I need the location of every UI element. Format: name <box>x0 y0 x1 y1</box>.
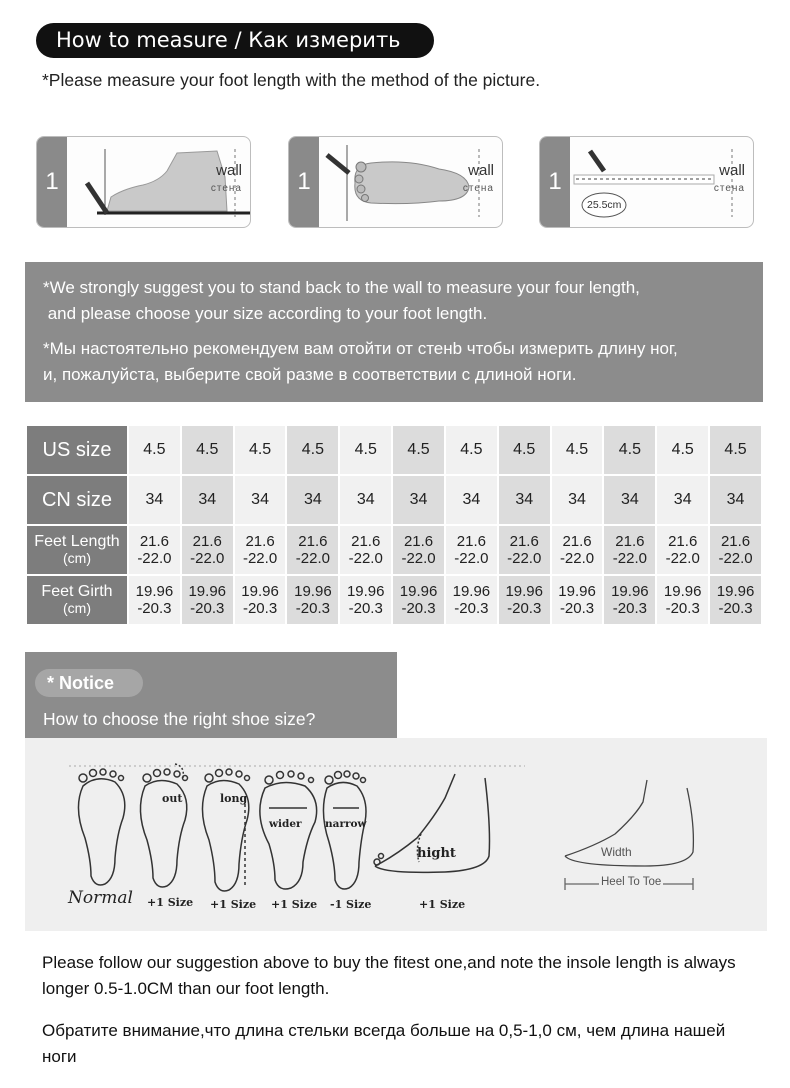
out-label: out <box>162 792 183 805</box>
cell-value-top: 19.96 <box>716 583 755 600</box>
table-cell <box>392 575 445 625</box>
table-cell: 4.5 <box>445 425 498 475</box>
cell-value-bottom: -22.0 <box>454 550 489 567</box>
size-label-narrow: -1 Size <box>330 898 372 911</box>
wall-label-ru: стена <box>713 183 745 194</box>
wall-label: wall <box>468 162 494 179</box>
table-cell: 4.5 <box>709 425 762 475</box>
step-number: 1 <box>540 137 570 227</box>
suggestion-en-line2: and please choose your size according to your foot length. <box>43 304 488 323</box>
footer-note-ru: Обратите внимание,что длина стельки всегда больше на 0,5-1,0 см, чем длина нашей ноги <box>42 1021 726 1066</box>
table-cell: 34 <box>551 475 604 525</box>
table-cell <box>392 525 445 575</box>
wall-label: wall <box>216 162 242 179</box>
table-cell: 34 <box>656 475 709 525</box>
cell-value-bottom: -22.0 <box>665 550 700 567</box>
table-cell <box>656 575 709 625</box>
cell-value-bottom: -22.0 <box>612 550 647 567</box>
long-label: long <box>220 792 248 805</box>
cell-value-bottom: -22.0 <box>507 550 542 567</box>
cell-value-bottom: -22.0 <box>242 550 278 567</box>
row-header <box>26 575 128 625</box>
long-foot-icon <box>202 769 249 891</box>
step-card-top-view <box>288 136 503 228</box>
table-cell: 4.5 <box>286 425 339 475</box>
cell-value-bottom: -22.0 <box>718 550 753 567</box>
table-cell <box>181 525 234 575</box>
cell-value-bottom: -20.3 <box>665 600 700 617</box>
table-cell: 4.5 <box>656 425 709 475</box>
cell-value-top: 19.96 <box>241 583 279 600</box>
table-cell <box>339 575 392 625</box>
footer-note-en: Please follow our suggestion above to buy the fitest one,and note the insole length is always longer 0.5-1.0CM than our foot length. <box>42 953 736 998</box>
table-cell: 34 <box>498 475 551 525</box>
cell-value-bottom: -20.3 <box>454 600 489 617</box>
row-header-label: Feet Girth <box>41 583 113 600</box>
table-cell <box>234 575 287 625</box>
normal-label: Normal <box>68 888 133 908</box>
cell-value-top: 19.96 <box>399 583 438 600</box>
table-cell: 34 <box>234 475 287 525</box>
table-cell <box>128 575 181 625</box>
cell-value-top: 19.96 <box>663 583 702 600</box>
table-cell: 34 <box>445 475 498 525</box>
cell-value-bottom: -20.3 <box>612 600 647 617</box>
table-cell: 34 <box>339 475 392 525</box>
step-number: 1 <box>37 137 67 227</box>
size-label-wider: +1 Size <box>271 898 318 911</box>
size-label-hight: +1 Size <box>419 898 466 911</box>
table-cell <box>234 525 287 575</box>
table-row <box>26 475 762 525</box>
cell-value-bottom: -20.3 <box>559 600 595 617</box>
cell-value-top: 21.6 <box>615 533 645 550</box>
row-header <box>26 525 128 575</box>
cell-value-bottom: -22.0 <box>190 550 225 567</box>
cell-value-top: 19.96 <box>505 583 543 600</box>
heel-to-toe-label: Heel To Toe <box>601 876 662 888</box>
wall-label-ru: стена <box>210 183 242 194</box>
cell-value-bottom: -22.0 <box>348 550 383 567</box>
cell-value-top: 21.6 <box>403 533 434 550</box>
table-cell <box>551 525 604 575</box>
cell-value-bottom: -22.0 <box>401 550 436 567</box>
cell-value-top: 21.6 <box>192 533 222 550</box>
cell-value-bottom: -22.0 <box>559 550 595 567</box>
wall-label: wall <box>719 162 745 179</box>
size-label-long: +1 Size <box>210 898 257 911</box>
cell-value-top: 21.6 <box>456 533 486 550</box>
cell-value-top: 21.6 <box>245 533 275 550</box>
measure-value: 25.5cm <box>587 199 622 211</box>
narrow-label: narrow <box>325 818 367 830</box>
heel-to-toe-foot-icon <box>565 780 693 890</box>
cell-value-bottom: -20.3 <box>242 600 278 617</box>
cell-value-bottom: -20.3 <box>295 600 330 617</box>
intro-text: *Please measure your foot length with the method of the picture. <box>42 70 541 90</box>
cell-value-top: 21.6 <box>298 533 328 550</box>
notice-title: * Notice <box>35 669 143 697</box>
notice-box <box>25 652 397 738</box>
table-cell: 4.5 <box>234 425 287 475</box>
table-cell: 4.5 <box>551 425 604 475</box>
table-cell <box>286 525 339 575</box>
cell-value-bottom: -20.3 <box>718 600 753 617</box>
cell-value-top: 19.96 <box>294 583 332 600</box>
table-row <box>26 525 762 575</box>
cell-value-top: 21.6 <box>139 533 170 550</box>
cell-value-top: 19.96 <box>558 583 596 600</box>
cell-value-top: 21.6 <box>509 533 539 550</box>
table-cell <box>286 575 339 625</box>
cell-value-top: 19.96 <box>611 583 649 600</box>
cell-value-top: 21.6 <box>668 533 698 550</box>
table-cell <box>498 525 551 575</box>
table-cell <box>603 575 656 625</box>
cell-value-bottom: -22.0 <box>295 550 330 567</box>
wider-label: wider <box>269 818 302 830</box>
narrow-foot-icon <box>323 771 366 889</box>
out-foot-icon <box>140 764 187 887</box>
table-cell <box>339 525 392 575</box>
table-cell <box>445 525 498 575</box>
table-cell <box>656 525 709 575</box>
cell-value-bottom: -20.3 <box>401 600 436 617</box>
row-header-unit: (cm) <box>63 600 91 616</box>
cell-value-bottom: -20.3 <box>507 600 542 617</box>
table-cell <box>128 525 181 575</box>
table-cell <box>709 575 762 625</box>
cell-value-top: 21.6 <box>562 533 592 550</box>
cell-value-top: 19.96 <box>346 583 385 600</box>
page-title: How to measure / Как измерить <box>36 23 434 58</box>
table-cell: 4.5 <box>181 425 234 475</box>
step-card-side-view <box>36 136 251 228</box>
table-cell: 34 <box>392 475 445 525</box>
normal-foot-icon <box>78 769 124 885</box>
table-cell: 4.5 <box>128 425 181 475</box>
foot-shapes-icon <box>25 738 767 931</box>
row-header: US size <box>26 425 128 475</box>
table-cell: 34 <box>709 475 762 525</box>
notice-subtitle: How to choose the right shoe size? <box>43 709 316 729</box>
size-table <box>25 424 763 626</box>
row-header-unit: (cm) <box>63 550 91 566</box>
table-cell <box>181 575 234 625</box>
cell-value-bottom: -20.3 <box>348 600 383 617</box>
table-cell: 4.5 <box>392 425 445 475</box>
step-number: 1 <box>289 137 319 227</box>
table-cell: 4.5 <box>339 425 392 475</box>
table-cell <box>445 575 498 625</box>
cell-value-bottom: -22.0 <box>137 550 172 567</box>
wall-label-ru: стена <box>462 183 494 194</box>
hight-label: hight <box>417 846 456 861</box>
cell-value-top: 19.96 <box>188 583 227 600</box>
suggestion-ru-line1: *Мы настоятельно рекомендуем вам отойти от стенb чтобы измерить длину ног, <box>43 339 678 358</box>
table-cell <box>603 525 656 575</box>
table-row <box>26 575 762 625</box>
cell-value-bottom: -20.3 <box>190 600 225 617</box>
suggestion-box <box>25 262 763 402</box>
table-cell: 34 <box>286 475 339 525</box>
cell-value-top: 21.6 <box>351 533 381 550</box>
row-header: CN size <box>26 475 128 525</box>
table-row <box>26 425 762 475</box>
table-cell <box>551 575 604 625</box>
cell-value-top: 19.96 <box>135 583 174 600</box>
cell-value-top: 19.96 <box>452 583 491 600</box>
table-cell <box>709 525 762 575</box>
size-label-out: +1 Size <box>147 896 194 909</box>
cell-value-top: 21.6 <box>720 533 751 550</box>
table-cell: 4.5 <box>498 425 551 475</box>
suggestion-en-line1: *We strongly suggest you to stand back to the wall to measure your four length, <box>43 278 640 297</box>
table-cell: 34 <box>603 475 656 525</box>
table-cell: 34 <box>181 475 234 525</box>
table-cell: 4.5 <box>603 425 656 475</box>
table-cell: 34 <box>128 475 181 525</box>
step-card-ruler <box>539 136 754 228</box>
table-cell <box>498 575 551 625</box>
width-label: Width <box>601 845 632 859</box>
row-header-label: Feet Length <box>34 533 120 550</box>
cell-value-bottom: -20.3 <box>137 600 172 617</box>
wider-foot-icon <box>260 771 317 889</box>
feet-illustration <box>25 738 767 931</box>
suggestion-ru-line2: и, пожалуйста, выберите свой разме в соответствии с длиной ноги. <box>43 365 577 384</box>
